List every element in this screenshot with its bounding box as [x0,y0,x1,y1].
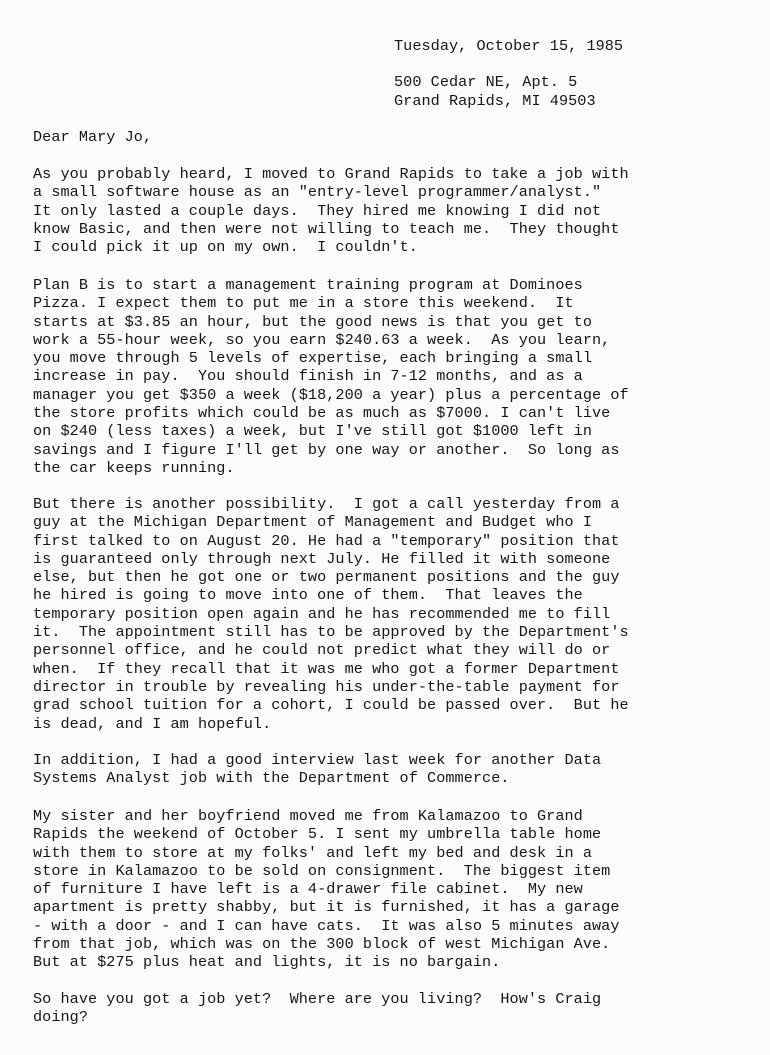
paragraph-line: Rapids the weekend of October 5. I sent my umbrella table home [33,825,602,844]
paragraph-line: the store profits which could be as much as $7000. I can't live [33,404,611,423]
letter-date: Tuesday, October 15, 1985 [394,37,624,55]
paragraph-line: it. The appointment still has to be approved by the Department's [33,623,629,642]
header-spacer [394,55,754,73]
paragraph-line: first talked to on August 20. He had a "temporary" position that [33,531,620,550]
paragraph-5 [33,807,763,972]
paragraph-line: doing? [33,1008,88,1027]
paragraph-line: a small software house as an "entry-level programmer/analyst." [33,183,602,202]
paragraph-line: So have you got a job yet? Where are you living? How's Craig [33,990,602,1008]
paragraph-line: store in Kalamazoo to be sold on consignment. The biggest item [33,861,611,880]
address-line-2: Grand Rapids, MI 49503 [394,91,596,110]
paragraph-line: on $240 (less taxes) a week, but I've still got $1000 left in [33,422,593,441]
paragraph-line: director in trouble by revealing his under-the-table payment for [33,677,620,696]
paragraph-line: But there is another possibility. I got a call yesterday from a [33,495,620,513]
paragraph-line: I could pick it up on my own. I couldn't. [33,238,418,257]
paragraph-line: manager you get $350 a week ($18,200 a year) plus a percentage of [33,385,629,404]
paragraph-line: when. If they recall that it was me who got a former Department [33,659,620,678]
paragraph-line: with them to store at my folks' and left my bed and desk in a [33,843,593,862]
paragraph-line: from that job, which was on the 300 block of west Michigan Ave. [33,935,611,954]
paragraph-line: Systems Analyst job with the Department of Commerce. [33,769,510,788]
paragraph-4 [33,751,763,788]
paragraph-3 [33,495,763,733]
paragraph-line: you move through 5 levels of expertise, each bringing a small [33,349,593,368]
paragraph-line: is dead, and I am hopeful. [33,714,272,733]
paragraph-line: temporary position open again and he has recommended me to fill [33,604,611,623]
paragraph-1 [33,165,763,256]
salutation-text: Dear Mary Jo, [33,128,153,146]
paragraph-line: Pizza. I expect them to put me in a store this weekend. It [33,294,574,313]
paragraph-line: But at $275 plus heat and lights, it is no bargain. [33,953,501,972]
paragraph-line: starts at $3.85 an hour, but the good news is that you get to [33,312,593,331]
paragraph-line: guy at the Michigan Department of Management and Budget who I [33,513,593,532]
paragraph-line: the car keeps running. [33,458,235,477]
address-line-1: 500 Cedar NE, Apt. 5 [394,73,578,92]
paragraph-line: apartment is pretty shabby, but it is furnished, it has a garage [33,898,620,917]
paragraph-line: It only lasted a couple days. They hired me knowing I did not [33,201,602,220]
paragraph-line: My sister and her boyfriend moved me from Kalamazoo to Grand [33,807,583,825]
paragraph-line: else, but then he got one or two permanent positions and the guy [33,568,620,587]
salutation [33,128,763,146]
paragraph-line: of furniture I have left is a 4-drawer file cabinet. My new [33,880,583,899]
letter-header [394,37,754,110]
paragraph-line: - with a door - and I can have cats. It was also 5 minutes away [33,916,620,935]
paragraph-line: As you probably heard, I moved to Grand Rapids to take a job with [33,165,629,183]
paragraph-line: he hired is going to move into one of them. That leaves the [33,586,583,605]
paragraph-line: personnel office, and he could not predict what they will do or [33,641,611,660]
paragraph-2 [33,276,763,477]
paragraph-line: know Basic, and then were not willing to teach me. They thought [33,219,620,238]
paragraph-line: work a 55-hour week, so you earn $240.63 a week. As you learn, [33,330,611,349]
paragraph-line: Plan B is to start a management training program at Dominoes [33,276,583,294]
paragraph-line: savings and I figure I'll get by one way or another. So long as [33,440,620,459]
paragraph-line: In addition, I had a good interview last week for another Data [33,751,602,769]
paragraph-line: increase in pay. You should finish in 7-12 months, and as a [33,367,583,386]
paragraph-6 [33,990,763,1027]
paragraph-line: grad school tuition for a cohort, I could be passed over. But he [33,696,629,715]
paragraph-line: is guaranteed only through next July. He filled it with someone [33,549,611,568]
